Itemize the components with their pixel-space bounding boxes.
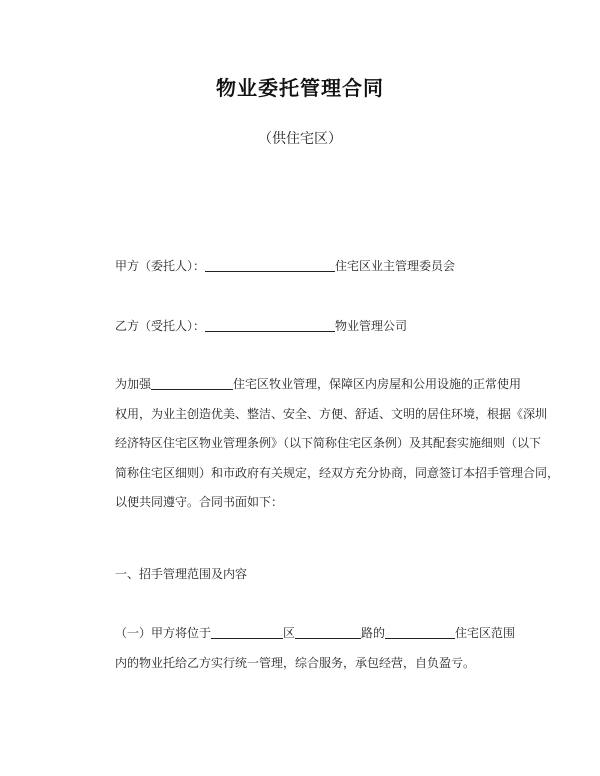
section-1-heading: 一、招手管理范围及内容 bbox=[115, 567, 248, 581]
clause-1-blank-road bbox=[295, 626, 361, 639]
preamble-line5: 以便共同遵守。合同书面如下： bbox=[115, 495, 284, 509]
party-a-blank bbox=[205, 259, 335, 272]
party-b-blank bbox=[205, 319, 335, 332]
party-b-line bbox=[115, 318, 407, 334]
clause-1-blank-district bbox=[211, 626, 283, 639]
preamble-line3: 经济特区住宅区物业管理条例》（以下简称住宅区条例）及其配套实施细则（以下 bbox=[115, 436, 542, 450]
clause-1-line2: 内的物业托给乙方实行统一管理，综合服务，承包经营，自负盈亏。 bbox=[115, 655, 476, 670]
preamble-line2: 权用，为业主创造优美、整洁、安全、方便、舒适、文明的居住环境，根据《深圳 bbox=[115, 406, 548, 421]
preamble-blank bbox=[151, 377, 233, 390]
clause-1-paragraph bbox=[115, 619, 516, 678]
clause-1-suffix: 住宅区范围 bbox=[455, 626, 516, 640]
preamble-line1: 住宅区牧业管理，保障区内房屋和公用设施的正常使用 bbox=[233, 377, 522, 391]
document-title: 物业委托管理合同 bbox=[216, 76, 384, 100]
document-subtitle: （供住宅区） bbox=[258, 131, 342, 147]
party-a-label: 甲方（委托人）： bbox=[115, 259, 206, 273]
clause-1-prefix: （一）甲方将位于 bbox=[115, 626, 212, 640]
preamble-paragraph bbox=[115, 370, 560, 518]
clause-1-district: 区 bbox=[283, 626, 296, 640]
clause-1-road: 路的 bbox=[361, 626, 386, 640]
clause-1-blank-estate bbox=[385, 626, 455, 639]
party-a-line bbox=[115, 258, 455, 274]
party-b-suffix: 物业管理公司 bbox=[335, 319, 408, 333]
party-a-suffix: 住宅区业主管理委员会 bbox=[335, 259, 456, 273]
preamble-start: 为加强 bbox=[115, 377, 152, 391]
preamble-line4: 简称住宅区细则）和市政府有关规定，经双方充分协商，同意签订本招手管理合同， bbox=[115, 465, 560, 480]
party-b-label: 乙方（受托人）： bbox=[115, 319, 206, 333]
